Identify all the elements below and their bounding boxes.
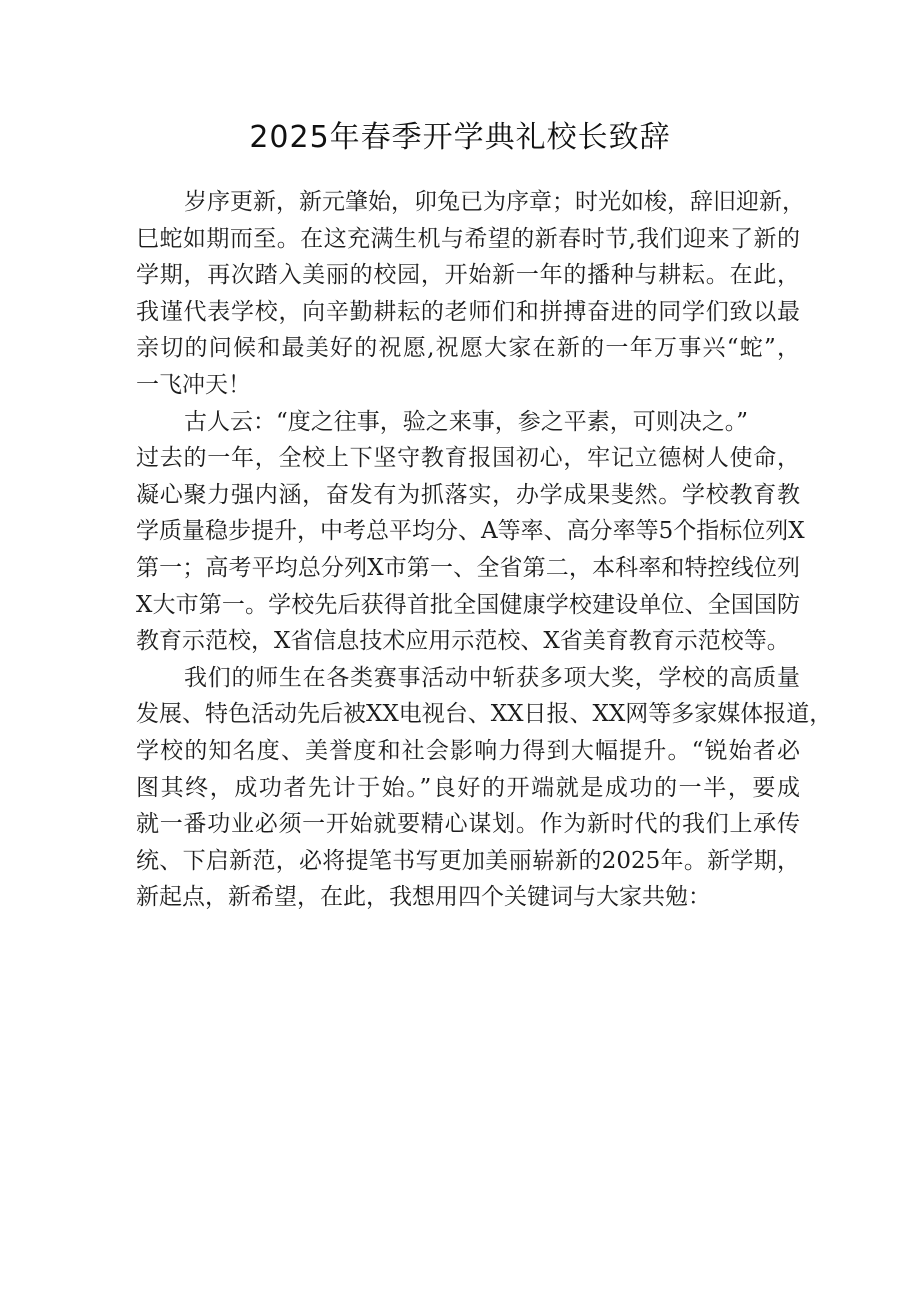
document-body: [136, 184, 833, 916]
paragraph-3-line-6: 统、下启新范，必将提笔书写更加美丽崭新的2025年。新学期，: [136, 847, 800, 874]
paragraph-2-line-4: 学质量稳步提升，中考总平均分、A等率、高分率等5个指标位列X: [136, 518, 805, 545]
paragraph-2-line-5: 第一；高考平均总分列X市第一、全省第二，本科率和特控线位列: [136, 554, 800, 581]
paragraph-2-line-2: 过去的一年，全校上下坚守教育报国初心，牢记立德树人使命，: [136, 445, 800, 472]
paragraph-1-line-4: 我谨代表学校，向辛勤耕耘的老师们和拼搏奋进的同学们致以最: [136, 298, 800, 325]
paragraph-3-line-1: 我们的师生在各类赛事活动中斩获多项大奖，学校的高质量: [184, 664, 800, 691]
paragraph-3-line-3: 学校的知名度、美誉度和社会影响力得到大幅提升。“锐始者必: [136, 737, 800, 764]
paragraph-1-line-5: 亲切的问候和最美好的祝愿,祝愿大家在新的一年万事兴“蛇”，: [136, 335, 800, 362]
paragraph-2-line-3: 凝心聚力强内涵，奋发有为抓落实，办学成果斐然。学校教育教: [136, 481, 800, 508]
paragraph-2-line-7: 教育示范校，X省信息技术应用示范校、X省美育教育示范校等。: [136, 628, 790, 655]
paragraph-1-line-2: 巳蛇如期而至。在这充满生机与希望的新春时节,我们迎来了新的: [136, 225, 800, 252]
paragraph-2-line-1: 古人云：“度之往事，验之来事，参之平素，可则决之。”: [184, 408, 749, 435]
document-title: 2025年春季开学典礼校长致辞: [249, 120, 671, 155]
paragraph-3-line-5: 就一番功业必须一开始就要精心谋划。作为新时代的我们上承传: [136, 811, 800, 838]
paragraph-1-line-1: 岁序更新，新元肇始，卯兔已为序章；时光如梭，辞旧迎新，: [184, 189, 805, 215]
paragraph-1-line-6: 一飞冲天！: [136, 371, 251, 398]
paragraph-3-line-4: 图其终，成功者先计于始。”良好的开端就是成功的一半，要成: [136, 774, 800, 801]
paragraph-2-line-6: X大市第一。学校先后获得首批全国健康学校建设单位、全国国防: [136, 591, 800, 618]
paragraph-1-line-3: 学期，再次踏入美丽的校园，开始新一年的播种与耕耘。在此，: [136, 262, 800, 289]
paragraph-3-line-7: 新起点，新希望，在此，我想用四个关键词与大家共勉：: [136, 884, 711, 911]
paragraph-3-line-2: 发展、特色活动先后被XX电视台、XX日报、XX网等多家媒体报道，: [136, 701, 833, 728]
